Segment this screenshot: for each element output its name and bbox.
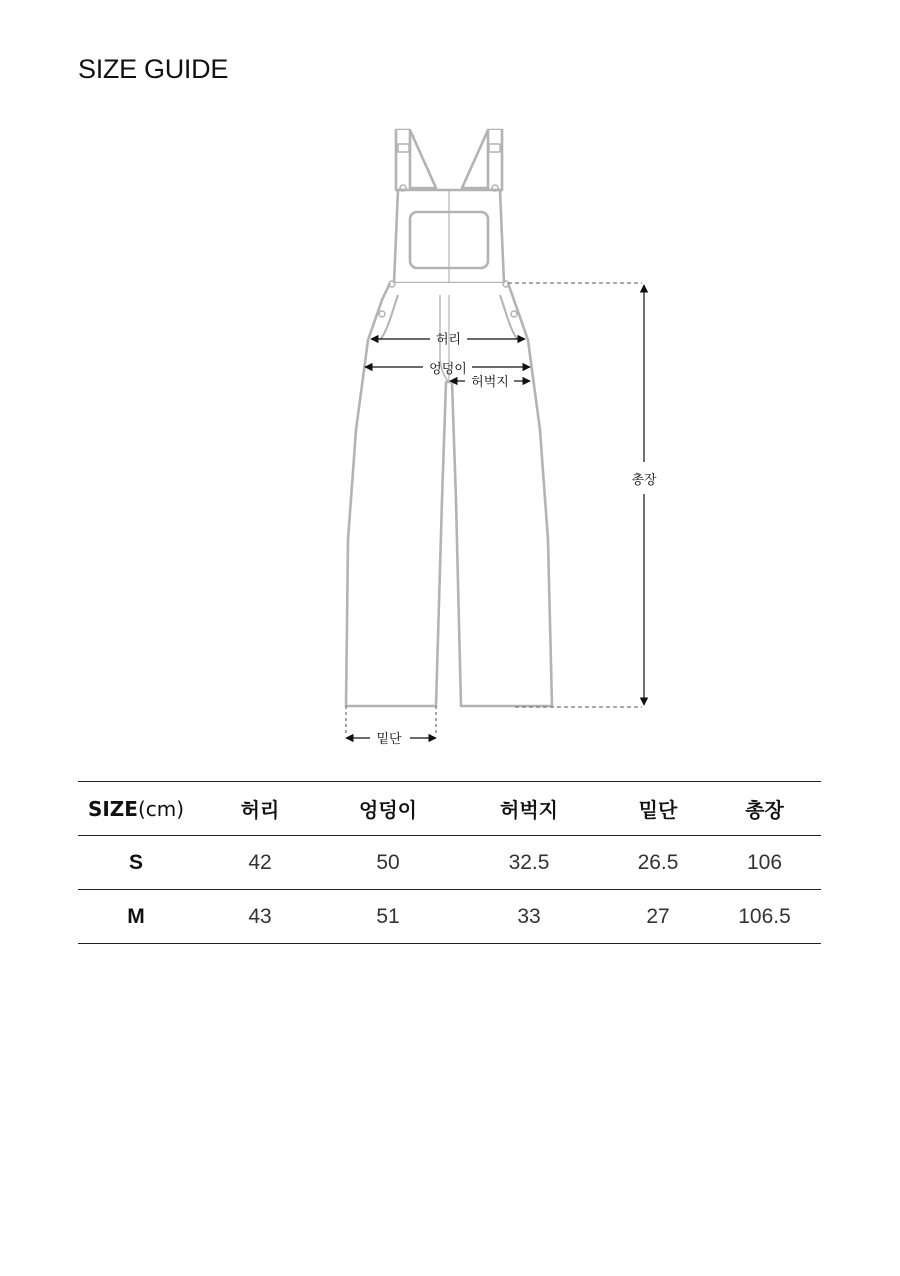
value-cell: 106: [708, 836, 821, 890]
value-cell: 26.5: [608, 836, 708, 890]
table-header-row: [78, 782, 821, 836]
column-header-hip: 엉덩이: [326, 782, 450, 836]
value-cell: 43: [194, 890, 326, 944]
table-row: [78, 890, 821, 944]
column-header-total-length: 총장: [708, 782, 821, 836]
value-cell: 50: [326, 836, 450, 890]
total-length-label: 총장: [631, 473, 657, 488]
value-cell: 106.5: [708, 890, 821, 944]
size-column-header: [78, 782, 194, 836]
value-cell: 32.5: [450, 836, 608, 890]
value-cell: 42: [194, 836, 326, 890]
waist-label: 허리: [435, 332, 462, 348]
hem-measure: [346, 731, 436, 747]
thigh-label: 허벅지: [471, 375, 509, 390]
size-header-label: SIZE: [87, 796, 138, 821]
size-cell: M: [78, 890, 194, 944]
unit-label: (cm): [137, 796, 185, 821]
overalls-drawing: [346, 130, 552, 706]
total-length-measure: [631, 285, 657, 705]
value-cell: 33: [450, 890, 608, 944]
table-row: [78, 836, 821, 890]
value-cell: 51: [326, 890, 450, 944]
column-header-waist: 허리: [194, 782, 326, 836]
page-title: SIZE GUIDE: [78, 54, 229, 84]
size-table: [78, 781, 821, 944]
size-cell: S: [78, 836, 194, 890]
column-header-hem: 밑단: [608, 782, 708, 836]
hem-label: 밑단: [376, 732, 402, 747]
hip-label: 엉덩이: [429, 362, 467, 377]
value-cell: 27: [608, 890, 708, 944]
column-header-thigh: 허벅지: [450, 782, 608, 836]
